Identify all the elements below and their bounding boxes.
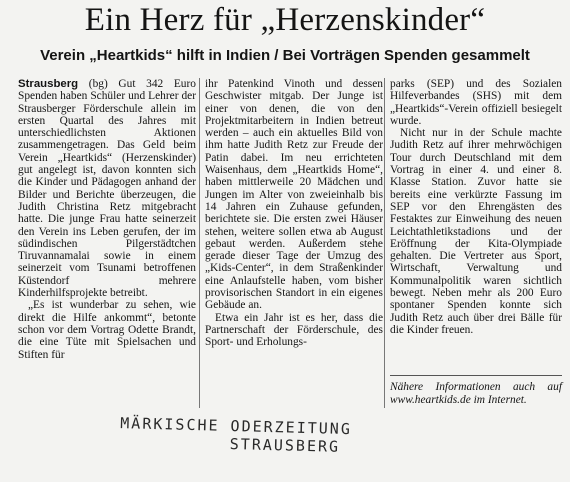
paragraph: ihr Patenkind Vinoth und dessen Geschwister mitgab. Der Junge ist einer von denen, die von den Projektmitarbeitern in Indien betreut werden – auch ein aktuelles Bild von ihm hatte Judith Retz zur Freude der Patin dabei. Im neu errichteten Waisenhaus, dem „Heartkids Home“, haben mittlerweile 20 Mädchen und Jungen im Alter von zweieinhalb bis 14 Jahren ein Zuhause gefunden, berichtete sie. Die ersten zwei Häuser stehen, weitere sollen etwa ab August gebaut werden. Außerdem stehe gerade dieser Tage der Umzug des „Kids-Center“, in dem Straßenkinder eine Anlaufstelle haben, vom bisher provisorischen Standort in ein eigenes Gebäude an. [205, 78, 383, 312]
column-divider [384, 78, 385, 408]
info-note: Nähere Informationen auch auf www.heartkids.de im Internet. [390, 381, 562, 406]
headline: Ein Herz für „Herzenskinder“ [84, 2, 486, 38]
handwritten-line-2: STRAUSBERG [229, 434, 341, 456]
handwritten-source-note [120, 414, 421, 458]
article-column-2 [205, 78, 383, 349]
handwritten-line-1: MÄRKISCHE ODERZEITUNG [120, 414, 353, 439]
paragraph: parks (SEP) und des Sozialen Hilfeverbandes (SHS) mit dem „Heartkids“-Verein offiziell besiegelt wurde. [390, 78, 562, 127]
info-divider [390, 375, 562, 376]
paragraph-text: (bg) Gut 342 Euro Spenden haben Schüler und Lehrer der Strausberger Förderschule allein im ersten Quartal des Jahres mit unterschiedlichsten Aktionen zusammengetragen. Das Geld beim Verein „Heartkids“ (Herzenskinder) gut angelegt ist, davon konnten sich die Kinder und Pädagogen anhand der Bilder und Berichte überzeugen, die Judith Christina Retz mitgebracht hatte. Die junge Frau hatte seinerzeit den Verein ins Leben gerufen, der im südindischen Pilgerstädtchen Tiruvannamalai sowie in einem seinerzeit vom Tsunami betroffenen Küstendorf mehrere Kinderhilfsprojekte betreibt. [18, 78, 196, 300]
paragraph: Etwa ein Jahr ist es her, dass die Partnerschaft der Förderschule, des Sport- und Erholungs- [205, 311, 383, 349]
subheadline: Verein „Heartkids“ hilft in Indien / Bei Vorträgen Spenden gesammelt [40, 47, 530, 64]
dateline: Strausberg [18, 78, 79, 90]
column-divider [199, 78, 200, 408]
article-column-1 [18, 78, 196, 361]
paragraph: „Es ist wunderbar zu sehen, wie direkt die Hilfe ankommt“, betonte schon vor dem Vortrag Odette Brandt, die eine Tüte mit Spielsachen und Stiften für [18, 299, 196, 361]
article-column-3 [390, 78, 562, 336]
paragraph [18, 78, 196, 299]
paragraph: Nicht nur in der Schule machte Judith Retz auf ihrer mehrwöchigen Tour durch Deutschland mit dem Vortrag in einer 4. und einer 8. Klasse Station. Zuvor hatte sie bereits eine verkürzte Fassung im SEP vor den Ehrengästen des Festaktes zur Einweihung des neuen Leichtathletikstadions und der Eröffnung der Kita-Olympiade gehalten. Die Vertreter aus Sport, Wirtschaft, Verwaltung und Kommunalpolitik waren sichtlich bewegt. Neben mehr als 200 Euro spontaner Spenden konnte sich Judith Retz auch über drei Bälle für die Kinder freuen. [390, 127, 562, 336]
